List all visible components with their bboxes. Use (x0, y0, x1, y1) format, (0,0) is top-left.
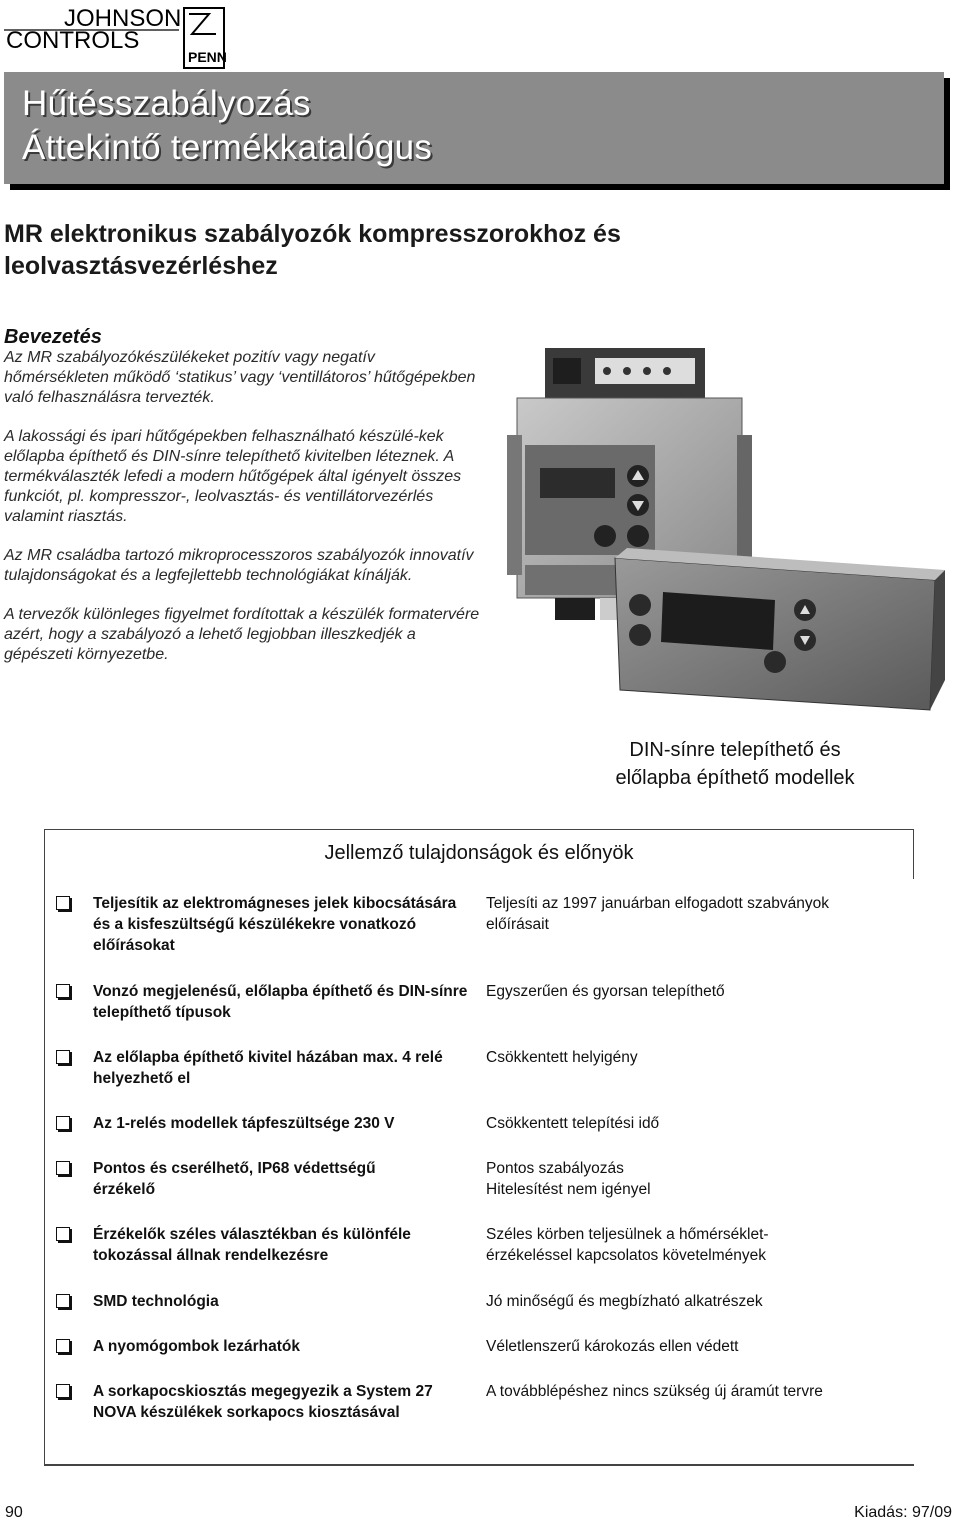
intro-section (4, 326, 484, 684)
feature-text: Az előlapba építhető kivitel házában max. 4 relé helyezhető el (93, 1049, 443, 1087)
intro-paragraph: A lakossági és ipari hűtőgépekben felhasználható készülé-kek előlapba építhető és DIN-sínre telepíthető kivitelben léteznek. A termékválaszték lefedi a modern hűtőgépek által igényelt összes funkciót, pl. kompresszor-, leolvasztás- és ventillátorvezérlés valamint riasztás. (4, 428, 462, 525)
checkbox-icon (56, 1050, 70, 1064)
checkbox-icon (56, 1339, 70, 1353)
benefit-text: Csökkentett helyigény (486, 1049, 638, 1066)
banner-title (22, 82, 432, 170)
benefit-text: Pontos szabályozás Hitelesítést nem igényel (486, 1160, 651, 1198)
checkbox-icon (56, 1227, 70, 1241)
panel-mount-controller (615, 548, 945, 710)
banner-title-line1: Hűtésszabályozás (22, 84, 311, 123)
intro-paragraph: A tervezők különleges figyelmet fordítottak a készülék formatervére azért, hogy a szabályozó a lehető legjobban illeszkedjék a gépészeti környezetbe. (4, 606, 480, 663)
feature-text: Érzékelők széles választékban és különféle tokozással állnak rendelkezésre (93, 1226, 411, 1264)
features-title: Jellemző tulajdonságok és előnyök (324, 842, 634, 864)
caption-line2: előlapba építhető modellek (615, 767, 855, 789)
benefit-text: Teljesíti az 1997 januárban elfogadott szabványok előírásait (486, 895, 829, 933)
intro-title: Bevezetés (4, 326, 102, 348)
caption-line1: DIN-sínre telepíthető és (629, 739, 841, 761)
benefit-text: Széles körben teljesülnek a hőmérséklet- érzékeléssel kapcsolatos követelmények (486, 1226, 769, 1264)
logo-penn-text: PENN (188, 49, 227, 65)
checkbox-icon (56, 1384, 70, 1398)
johnson-controls-logo (4, 2, 234, 70)
checkbox-icon (56, 896, 70, 910)
features-box-bottom-border (44, 1464, 914, 1466)
logo-johnson-text: JOHNSON (64, 5, 182, 32)
feature-text: SMD technológia (93, 1293, 219, 1310)
feature-text: Pontos és cserélhető, IP68 védettségű érzékelő (93, 1160, 376, 1198)
product-caption (520, 736, 950, 792)
checkbox-icon (56, 1294, 70, 1308)
main-heading-line2: leolvasztásvezérléshez (4, 252, 278, 280)
checkbox-icon (56, 1161, 70, 1175)
main-heading (4, 218, 704, 282)
checkbox-icon (56, 1116, 70, 1130)
checkbox-icon (56, 984, 70, 998)
benefit-text: Véletlenszerű károkozás ellen védett (486, 1338, 739, 1355)
intro-paragraph: Az MR szabályozókészülékeket pozitív vagy negatív hőmérsékleten működő ‘statikus’ vagy ‘ventillátoros’ hűtőgépekben való felhasználásra tervezték. (4, 349, 476, 406)
benefit-text: Csökkentett telepítési idő (486, 1115, 660, 1132)
intro-paragraph: Az MR családba tartozó mikroprocesszoros szabályozók innovatív tulajdonságokat és a legfejlettebb technológiákat kínálják. (4, 547, 474, 584)
banner-title-line2: Áttekintő termékkatalógus (22, 128, 433, 167)
benefit-text: Egyszerűen és gyorsan telepíthető (486, 983, 725, 1000)
main-heading-line1: MR elektronikus szabályozók kompresszorokhoz és (4, 220, 621, 248)
product-photo (505, 340, 955, 720)
features-box-left-border (44, 878, 45, 1464)
page-number: 90 (5, 1504, 23, 1521)
feature-text: A sorkapocskiosztás megegyezik a System 27 NOVA készülékek sorkapocs kiosztásával (93, 1383, 433, 1421)
edition-label: Kiadás: 97/09 (854, 1504, 952, 1521)
benefit-text: A továbblépéshez nincs szükség új áramút tervre (486, 1383, 823, 1400)
feature-text: Teljesítik az elektromágneses jelek kibocsátására és a kisfeszültségű készülékekre vonatkozó előírásokat (93, 895, 457, 954)
benefit-text: Jó minőségű és megbízható alkatrészek (486, 1293, 763, 1310)
feature-text: Vonzó megjelenésű, előlapba építhető és DIN-sínre telepíthető típusok (93, 983, 468, 1021)
feature-text: Az 1-relés modellek tápfeszültsége 230 V (93, 1115, 395, 1132)
feature-text: A nyomógombok lezárhatók (93, 1338, 300, 1355)
logo-controls-text: CONTROLS (6, 27, 140, 54)
